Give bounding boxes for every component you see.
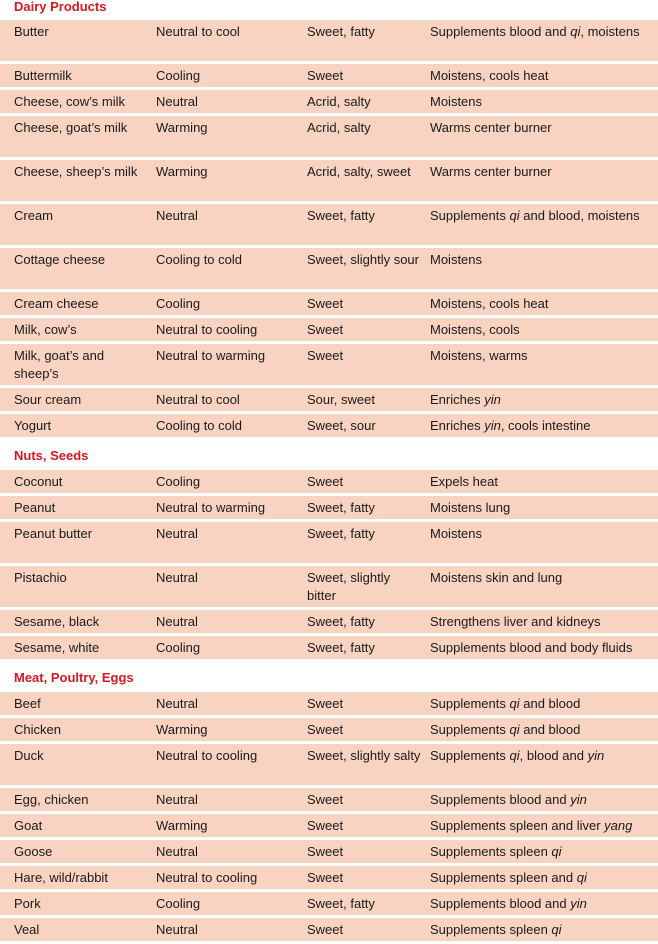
action-text: Moistens <box>430 526 483 541</box>
taste-cell: Sweet <box>307 322 344 337</box>
action-text: Expels heat <box>430 474 498 489</box>
food-name-cell: Veal <box>14 922 40 937</box>
action-text: qi <box>509 696 520 711</box>
taste-cell: Sweet <box>307 792 344 807</box>
action-text: Moistens skin and lung <box>430 570 563 585</box>
table-row <box>0 388 658 414</box>
action-cell <box>430 921 655 939</box>
action-cell <box>430 347 655 365</box>
action-cell <box>430 119 655 137</box>
table-row <box>0 636 658 662</box>
temperature-cell: Neutral <box>156 208 198 223</box>
table-row <box>0 610 658 636</box>
action-text: Supplements blood and body fluids <box>430 640 633 655</box>
table-row <box>0 318 658 344</box>
action-text: Supplements blood and <box>430 24 571 39</box>
action-text: Enriches <box>430 392 485 407</box>
action-cell <box>430 321 655 339</box>
temperature-cell: Neutral <box>156 570 198 585</box>
action-text: Moistens, cools heat <box>430 68 549 83</box>
taste-cell: Sweet, fatty <box>307 614 375 629</box>
taste-cell: Acrid, salty <box>307 120 371 135</box>
action-text: and blood <box>519 696 581 711</box>
temperature-cell: Cooling <box>156 896 201 911</box>
action-cell <box>430 869 655 887</box>
action-text: yin <box>570 792 587 807</box>
table-row <box>0 204 658 248</box>
taste-cell: Sweet <box>307 722 344 737</box>
food-name-cell: Goat <box>14 818 43 833</box>
food-name-cell: Pork <box>14 896 41 911</box>
action-text: Supplements blood and <box>430 896 571 911</box>
action-text: qi <box>509 722 520 737</box>
taste-cell: Sweet, fatty <box>307 500 375 515</box>
taste-cell: Sweet <box>307 870 344 885</box>
temperature-cell: Cooling <box>156 68 201 83</box>
action-cell <box>430 747 655 765</box>
food-name-cell: Peanut butter <box>14 526 93 541</box>
taste-cell: Sour, sweet <box>307 392 375 407</box>
taste-cell: Sweet, fatty <box>307 896 375 911</box>
food-name-cell: Butter <box>14 24 49 39</box>
action-text: qi <box>551 844 562 859</box>
action-text: , cools intestine <box>500 418 591 433</box>
action-cell <box>430 473 655 491</box>
food-name-cell: Yogurt <box>14 418 52 433</box>
action-cell <box>430 843 655 861</box>
temperature-cell: Cooling to cold <box>156 252 242 267</box>
action-text: Moistens, cools heat <box>430 296 549 311</box>
table-row <box>0 292 658 318</box>
temperature-cell: Neutral to cool <box>156 24 240 39</box>
action-text: Supplements <box>430 748 510 763</box>
action-cell <box>430 295 655 313</box>
food-name-cell: Sesame, black <box>14 614 100 629</box>
taste-cell: Sweet, fatty <box>307 208 375 223</box>
temperature-cell: Warming <box>156 818 208 833</box>
table-row <box>0 788 658 814</box>
action-cell <box>430 525 655 543</box>
taste-cell: Sweet <box>307 474 344 489</box>
temperature-cell: Neutral to warming <box>156 348 266 363</box>
action-cell <box>430 721 655 739</box>
table-row <box>0 496 658 522</box>
food-name-cell: Goose <box>14 844 53 859</box>
action-cell <box>430 163 655 181</box>
action-text: Supplements spleen and <box>430 870 577 885</box>
temperature-cell: Cooling to cold <box>156 418 242 433</box>
action-cell <box>430 23 655 41</box>
temperature-cell: Neutral to cooling <box>156 748 258 763</box>
action-text: Supplements <box>430 722 510 737</box>
food-name-cell: Cheese, cow’s milk <box>14 94 126 109</box>
temperature-cell: Warming <box>156 722 208 737</box>
action-text: Supplements <box>430 696 510 711</box>
action-text: yin <box>570 896 587 911</box>
action-cell <box>430 791 655 809</box>
action-cell <box>430 613 655 631</box>
temperature-cell: Warming <box>156 164 208 179</box>
table-row <box>0 20 658 64</box>
food-name-cell: Duck <box>14 748 44 763</box>
food-name-cell: Pistachio <box>14 570 67 585</box>
action-cell <box>430 499 655 517</box>
action-text: Moistens <box>430 252 483 267</box>
table-row <box>0 840 658 866</box>
food-name-cell: Beef <box>14 696 41 711</box>
table-row <box>0 566 658 610</box>
action-text: qi <box>570 24 581 39</box>
action-text: Supplements spleen <box>430 922 552 937</box>
food-name-cell: Cheese, sheep’s milk <box>14 164 138 179</box>
action-text: and blood, moistens <box>519 208 640 223</box>
action-text: Supplements <box>430 208 510 223</box>
action-cell <box>430 417 655 435</box>
food-name-cell: Sour cream <box>14 392 82 407</box>
action-text: Moistens <box>430 94 483 109</box>
action-cell <box>430 207 655 225</box>
temperature-cell: Warming <box>156 120 208 135</box>
action-cell <box>430 695 655 713</box>
action-text: yang <box>604 818 633 833</box>
taste-cell: Sweet <box>307 296 344 311</box>
action-text: qi <box>576 870 587 885</box>
action-text: , blood and <box>519 748 588 763</box>
food-name-cell: Coconut <box>14 474 63 489</box>
table-row <box>0 90 658 116</box>
action-text: yin <box>587 748 605 763</box>
action-cell <box>430 817 655 835</box>
taste-cell: Acrid, salty <box>307 94 371 109</box>
table-row <box>0 718 658 744</box>
action-text: qi <box>551 922 562 937</box>
temperature-cell: Neutral <box>156 922 198 937</box>
action-text: yin <box>484 418 501 433</box>
temperature-cell: Neutral to cooling <box>156 870 258 885</box>
temperature-cell: Neutral to warming <box>156 500 266 515</box>
food-name-cell: Peanut <box>14 500 56 515</box>
table-row <box>0 248 658 292</box>
action-cell <box>430 895 655 913</box>
action-text: Warms center burner <box>430 164 552 179</box>
action-cell <box>430 93 655 111</box>
action-text: Moistens, warms <box>430 348 528 363</box>
table-row <box>0 866 658 892</box>
action-text: yin <box>484 392 501 407</box>
action-text: qi <box>509 208 520 223</box>
taste-cell: Sweet, fatty <box>307 24 375 39</box>
action-text: Strengthens liver and kidneys <box>430 614 601 629</box>
temperature-cell: Neutral to cooling <box>156 322 258 337</box>
taste-cell: Sweet <box>307 844 344 859</box>
temperature-cell: Neutral <box>156 94 198 109</box>
action-text: Moistens, cools <box>430 322 520 337</box>
action-text: qi <box>509 748 520 763</box>
table-row <box>0 814 658 840</box>
food-name-cell: Cream <box>14 208 54 223</box>
food-name-cell: Chicken <box>14 722 61 737</box>
taste-cell: Sweet, fatty <box>307 526 375 541</box>
food-name-cell: Hare, wild/rabbit <box>14 870 108 885</box>
taste-cell: Sweet, sour <box>307 418 376 433</box>
food-name-cell: Milk, cow’s <box>14 322 77 337</box>
taste-cell: Sweet, fatty <box>307 640 375 655</box>
action-text: Supplements spleen <box>430 844 552 859</box>
temperature-cell: Cooling <box>156 640 201 655</box>
temperature-cell: Neutral <box>156 844 198 859</box>
temperature-cell: Neutral <box>156 614 198 629</box>
action-cell <box>430 67 655 85</box>
taste-cell: Sweet <box>307 818 344 833</box>
food-name-cell: Cheese, goat’s milk <box>14 120 128 135</box>
temperature-cell: Neutral to cool <box>156 392 240 407</box>
temperature-cell: Cooling <box>156 474 201 489</box>
action-cell <box>430 251 655 269</box>
action-cell <box>430 639 655 657</box>
table-row <box>0 892 658 918</box>
table-row <box>0 522 658 566</box>
action-text: , moistens <box>580 24 640 39</box>
table-row <box>0 414 658 440</box>
taste-cell: Sweet <box>307 696 344 711</box>
taste-cell: Sweet <box>307 922 344 937</box>
section-heading: Meat, Poultry, Eggs <box>0 662 658 692</box>
taste-cell: Sweet, slightly salty <box>307 748 421 763</box>
food-name-cell: Sesame, white <box>14 640 100 655</box>
temperature-cell: Neutral <box>156 696 198 711</box>
taste-cell: Sweet, slightly sour <box>307 252 419 267</box>
taste-cell: Sweet <box>307 68 344 83</box>
food-name-cell: Milk, goat’s and sheep’s <box>14 348 105 381</box>
table-row <box>0 64 658 90</box>
action-text: Moistens lung <box>430 500 511 515</box>
food-name-cell: Buttermilk <box>14 68 72 83</box>
taste-cell: Acrid, salty, sweet <box>307 164 411 179</box>
food-name-cell: Cream cheese <box>14 296 99 311</box>
temperature-cell: Cooling <box>156 296 201 311</box>
table-row <box>0 918 658 944</box>
taste-cell: Sweet <box>307 348 344 363</box>
action-text: Warms center burner <box>430 120 552 135</box>
food-name-cell: Cottage cheese <box>14 252 106 267</box>
action-text: Supplements blood and <box>430 792 571 807</box>
table-row <box>0 744 658 788</box>
section-heading: Dairy Products <box>0 0 658 20</box>
action-cell <box>430 391 655 409</box>
action-text: Enriches <box>430 418 485 433</box>
temperature-cell: Neutral <box>156 526 198 541</box>
table-row <box>0 160 658 204</box>
food-name-cell: Egg, chicken <box>14 792 89 807</box>
action-text: Supplements spleen and liver <box>430 818 605 833</box>
table-row <box>0 470 658 496</box>
section-heading: Nuts, Seeds <box>0 440 658 470</box>
taste-cell: Sweet, slightly bitter <box>307 570 391 603</box>
table-row <box>0 692 658 718</box>
table-row <box>0 116 658 160</box>
temperature-cell: Neutral <box>156 792 198 807</box>
action-cell <box>430 569 655 587</box>
table-row <box>0 344 658 388</box>
action-text: and blood <box>519 722 581 737</box>
